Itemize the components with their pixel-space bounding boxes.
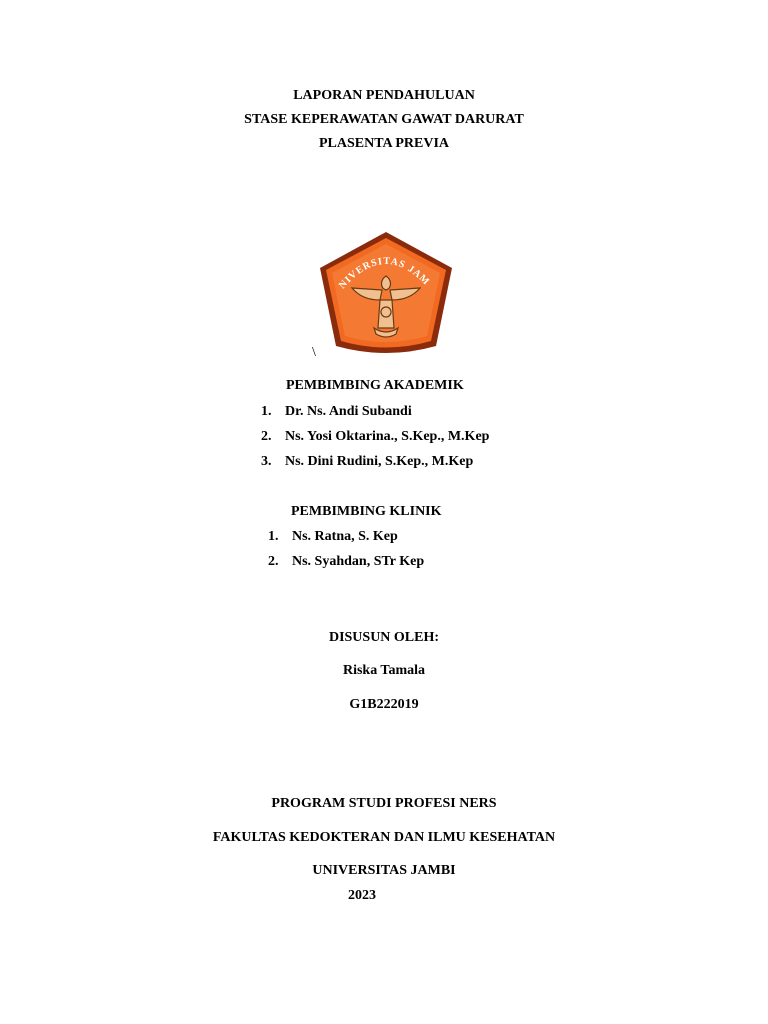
stray-backslash: \	[312, 345, 316, 360]
list-number: 1.	[261, 404, 272, 419]
student-id: G1B222019	[349, 697, 419, 712]
study-program: PROGRAM STUDI PROFESI NERS	[271, 796, 497, 811]
year: 2023	[348, 888, 376, 903]
author-heading: DISUSUN OLEH:	[328, 630, 440, 645]
university-seal-icon	[312, 228, 460, 360]
supervisor-name: Ns. Yosi Oktarina., S.Kep., M.Kep	[285, 429, 490, 444]
supervisor-name: Ns. Dini Rudini, S.Kep., M.Kep	[285, 454, 474, 469]
report-topic: PLASENTA PREVIA	[318, 136, 450, 151]
clinical-supervisor-heading: PEMBIMBING KLINIK	[291, 504, 442, 519]
university-name: UNIVERSITAS JAMBI	[312, 863, 456, 878]
supervisor-name: Dr. Ns. Andi Subandi	[285, 404, 412, 419]
university-logo	[312, 228, 460, 360]
academic-supervisor-heading: PEMBIMBING AKADEMIK	[286, 378, 464, 393]
author-name: Riska Tamala	[342, 663, 426, 678]
list-item	[261, 428, 489, 446]
list-number: 1.	[268, 529, 279, 544]
list-number: 2.	[268, 554, 279, 569]
faculty-name: FAKULTAS KEDOKTERAN DAN ILMU KESEHATAN	[212, 830, 556, 845]
report-stage: STASE KEPERAWATAN GAWAT DARURAT	[244, 112, 524, 127]
list-item	[268, 553, 424, 571]
supervisor-name: Ns. Ratna, S. Kep	[292, 529, 398, 544]
report-title: LAPORAN PENDAHULUAN	[293, 88, 475, 103]
list-number: 2.	[261, 429, 272, 444]
supervisor-name: Ns. Syahdan, STr Kep	[292, 554, 425, 569]
seal-text: NIVERSITAS JAM	[337, 255, 432, 292]
list-item	[261, 453, 473, 471]
list-item	[261, 403, 412, 421]
list-number: 3.	[261, 454, 272, 469]
list-item	[268, 528, 398, 546]
